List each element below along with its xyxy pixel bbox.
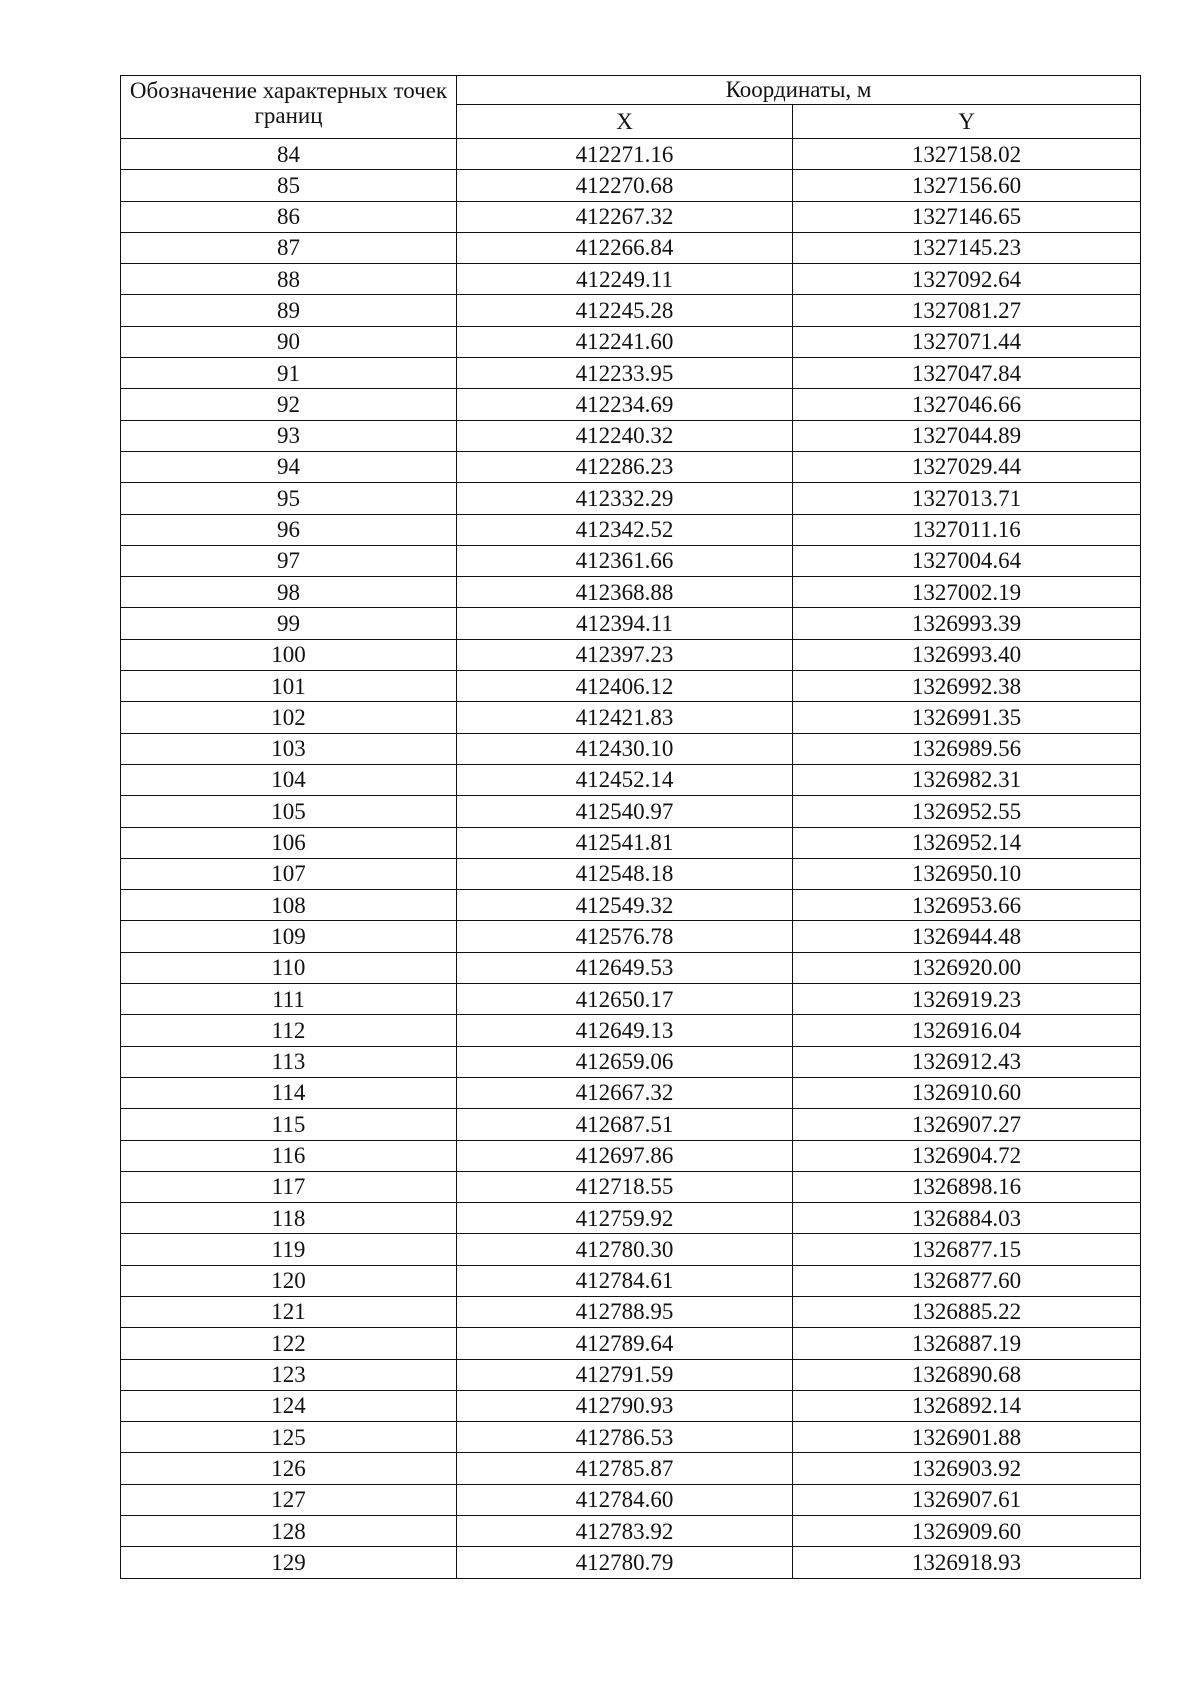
point-cell: 85: [121, 170, 457, 201]
table-row: [121, 796, 1141, 827]
y-coordinate-cell: 1326898.16: [793, 1171, 1141, 1202]
table-row: [121, 545, 1141, 576]
y-coordinate-cell: 1327156.60: [793, 170, 1141, 201]
y-coordinate-cell: 1326918.93: [793, 1547, 1141, 1578]
x-coordinate-cell: 412241.60: [457, 326, 793, 357]
point-cell: 127: [121, 1484, 457, 1515]
table-row: [121, 1077, 1141, 1108]
point-cell: 107: [121, 858, 457, 889]
y-coordinate-cell: 1326992.38: [793, 671, 1141, 702]
y-coordinate-cell: 1326953.66: [793, 890, 1141, 921]
point-cell: 115: [121, 1109, 457, 1140]
y-coordinate-cell: 1326916.04: [793, 1015, 1141, 1046]
x-coordinate-cell: 412784.60: [457, 1484, 793, 1515]
point-cell: 111: [121, 984, 457, 1015]
table-row: [121, 921, 1141, 952]
x-coordinate-cell: 412786.53: [457, 1422, 793, 1453]
point-cell: 117: [121, 1171, 457, 1202]
table-row: [121, 1516, 1141, 1547]
x-coordinate-cell: 412270.68: [457, 170, 793, 201]
x-coordinate-cell: 412368.88: [457, 577, 793, 608]
table-body: [121, 139, 1141, 1579]
point-cell: 95: [121, 483, 457, 514]
table-row: [121, 1171, 1141, 1202]
table-row: [121, 420, 1141, 451]
table-row: [121, 1109, 1141, 1140]
point-cell: 88: [121, 264, 457, 295]
point-cell: 101: [121, 671, 457, 702]
x-coordinate-cell: 412430.10: [457, 733, 793, 764]
y-coordinate-cell: 1327092.64: [793, 264, 1141, 295]
point-cell: 110: [121, 952, 457, 983]
x-coordinate-cell: 412540.97: [457, 796, 793, 827]
x-coordinate-cell: 412780.30: [457, 1234, 793, 1265]
table-row: [121, 952, 1141, 983]
point-cell: 98: [121, 577, 457, 608]
y-coordinate-cell: 1326952.14: [793, 827, 1141, 858]
y-coordinate-cell: 1327029.44: [793, 451, 1141, 482]
point-cell: 97: [121, 545, 457, 576]
table-row: [121, 170, 1141, 201]
table-row: [121, 1296, 1141, 1327]
y-column-header: Y: [793, 105, 1141, 139]
point-cell: 84: [121, 139, 457, 170]
y-coordinate-cell: 1327046.66: [793, 389, 1141, 420]
table-row: [121, 608, 1141, 639]
y-coordinate-cell: 1327145.23: [793, 232, 1141, 263]
x-coordinate-cell: 412549.32: [457, 890, 793, 921]
x-coordinate-cell: 412240.32: [457, 420, 793, 451]
table-row: [121, 1046, 1141, 1077]
x-coordinate-cell: 412548.18: [457, 858, 793, 889]
point-cell: 114: [121, 1077, 457, 1108]
table-row: [121, 858, 1141, 889]
table-row: [121, 1234, 1141, 1265]
y-coordinate-cell: 1327158.02: [793, 139, 1141, 170]
y-coordinate-cell: 1327011.16: [793, 514, 1141, 545]
table-row: [121, 139, 1141, 170]
table-row: [121, 577, 1141, 608]
point-cell: 100: [121, 639, 457, 670]
x-coordinate-cell: 412667.32: [457, 1077, 793, 1108]
x-column-header: X: [457, 105, 793, 139]
x-coordinate-cell: 412452.14: [457, 764, 793, 795]
point-cell: 102: [121, 702, 457, 733]
x-coordinate-cell: 412233.95: [457, 358, 793, 389]
x-coordinate-cell: 412271.16: [457, 139, 793, 170]
point-cell: 96: [121, 514, 457, 545]
x-coordinate-cell: 412245.28: [457, 295, 793, 326]
y-coordinate-cell: 1326887.19: [793, 1328, 1141, 1359]
y-coordinate-cell: 1326989.56: [793, 733, 1141, 764]
table-row: [121, 1484, 1141, 1515]
point-cell: 99: [121, 608, 457, 639]
x-coordinate-cell: 412780.79: [457, 1547, 793, 1578]
table-row: [121, 1453, 1141, 1484]
y-coordinate-cell: 1326944.48: [793, 921, 1141, 952]
y-coordinate-cell: 1326952.55: [793, 796, 1141, 827]
x-coordinate-cell: 412332.29: [457, 483, 793, 514]
y-coordinate-cell: 1327002.19: [793, 577, 1141, 608]
table-row: [121, 1422, 1141, 1453]
x-coordinate-cell: 412650.17: [457, 984, 793, 1015]
point-cell: 106: [121, 827, 457, 858]
table-row: [121, 984, 1141, 1015]
x-coordinate-cell: 412234.69: [457, 389, 793, 420]
point-column-header: Обозначение характерных точек границ: [121, 76, 457, 139]
x-coordinate-cell: 412361.66: [457, 545, 793, 576]
x-coordinate-cell: 412785.87: [457, 1453, 793, 1484]
point-cell: 118: [121, 1203, 457, 1234]
y-coordinate-cell: 1326877.15: [793, 1234, 1141, 1265]
y-coordinate-cell: 1326991.35: [793, 702, 1141, 733]
x-coordinate-cell: 412394.11: [457, 608, 793, 639]
point-cell: 122: [121, 1328, 457, 1359]
point-cell: 123: [121, 1359, 457, 1390]
table-row: [121, 201, 1141, 232]
x-coordinate-cell: 412718.55: [457, 1171, 793, 1202]
point-cell: 112: [121, 1015, 457, 1046]
point-cell: 119: [121, 1234, 457, 1265]
point-cell: 105: [121, 796, 457, 827]
y-coordinate-cell: 1326920.00: [793, 952, 1141, 983]
coordinates-header: Координаты, м: [457, 76, 1141, 105]
x-coordinate-cell: 412791.59: [457, 1359, 793, 1390]
point-cell: 91: [121, 358, 457, 389]
y-coordinate-cell: 1327044.89: [793, 420, 1141, 451]
x-coordinate-cell: 412342.52: [457, 514, 793, 545]
x-coordinate-cell: 412784.61: [457, 1265, 793, 1296]
y-coordinate-cell: 1326890.68: [793, 1359, 1141, 1390]
table-row: [121, 1328, 1141, 1359]
y-coordinate-cell: 1326912.43: [793, 1046, 1141, 1077]
table-row: [121, 483, 1141, 514]
point-cell: 87: [121, 232, 457, 263]
table-row: [121, 764, 1141, 795]
y-coordinate-cell: 1326901.88: [793, 1422, 1141, 1453]
table-row: [121, 1203, 1141, 1234]
x-coordinate-cell: 412421.83: [457, 702, 793, 733]
point-cell: 90: [121, 326, 457, 357]
table-row: [121, 827, 1141, 858]
x-coordinate-cell: 412541.81: [457, 827, 793, 858]
y-coordinate-cell: 1326982.31: [793, 764, 1141, 795]
table-row: [121, 389, 1141, 420]
table-row: [121, 326, 1141, 357]
y-coordinate-cell: 1326993.40: [793, 639, 1141, 670]
y-coordinate-cell: 1327081.27: [793, 295, 1141, 326]
table-row: [121, 1390, 1141, 1421]
table-row: [121, 1359, 1141, 1390]
x-coordinate-cell: 412397.23: [457, 639, 793, 670]
table-row: [121, 295, 1141, 326]
x-coordinate-cell: 412649.13: [457, 1015, 793, 1046]
point-cell: 126: [121, 1453, 457, 1484]
table-row: [121, 1547, 1141, 1578]
point-cell: 93: [121, 420, 457, 451]
point-cell: 120: [121, 1265, 457, 1296]
point-cell: 124: [121, 1390, 457, 1421]
y-coordinate-cell: 1326907.27: [793, 1109, 1141, 1140]
point-cell: 128: [121, 1516, 457, 1547]
y-coordinate-cell: 1326909.60: [793, 1516, 1141, 1547]
y-coordinate-cell: 1326993.39: [793, 608, 1141, 639]
point-cell: 103: [121, 733, 457, 764]
x-coordinate-cell: 412687.51: [457, 1109, 793, 1140]
point-cell: 108: [121, 890, 457, 921]
table-row: [121, 1265, 1141, 1296]
coordinates-table: [120, 75, 1141, 1579]
y-coordinate-cell: 1327047.84: [793, 358, 1141, 389]
point-cell: 86: [121, 201, 457, 232]
x-coordinate-cell: 412759.92: [457, 1203, 793, 1234]
point-cell: 129: [121, 1547, 457, 1578]
table-row: [121, 702, 1141, 733]
table-row: [121, 358, 1141, 389]
x-coordinate-cell: 412406.12: [457, 671, 793, 702]
x-coordinate-cell: 412286.23: [457, 451, 793, 482]
table-row: [121, 639, 1141, 670]
y-coordinate-cell: 1326919.23: [793, 984, 1141, 1015]
x-coordinate-cell: 412697.86: [457, 1140, 793, 1171]
y-coordinate-cell: 1326884.03: [793, 1203, 1141, 1234]
point-cell: 125: [121, 1422, 457, 1453]
point-cell: 94: [121, 451, 457, 482]
y-coordinate-cell: 1326950.10: [793, 858, 1141, 889]
y-coordinate-cell: 1326907.61: [793, 1484, 1141, 1515]
y-coordinate-cell: 1327013.71: [793, 483, 1141, 514]
point-cell: 121: [121, 1296, 457, 1327]
point-cell: 109: [121, 921, 457, 952]
x-coordinate-cell: 412783.92: [457, 1516, 793, 1547]
table-row: [121, 264, 1141, 295]
x-coordinate-cell: 412649.53: [457, 952, 793, 983]
x-coordinate-cell: 412576.78: [457, 921, 793, 952]
x-coordinate-cell: 412790.93: [457, 1390, 793, 1421]
point-cell: 92: [121, 389, 457, 420]
point-cell: 113: [121, 1046, 457, 1077]
point-cell: 89: [121, 295, 457, 326]
point-cell: 104: [121, 764, 457, 795]
x-coordinate-cell: 412266.84: [457, 232, 793, 263]
table-row: [121, 671, 1141, 702]
y-coordinate-cell: 1327071.44: [793, 326, 1141, 357]
table-row: [121, 1140, 1141, 1171]
x-coordinate-cell: 412249.11: [457, 264, 793, 295]
x-coordinate-cell: 412788.95: [457, 1296, 793, 1327]
table-row: [121, 451, 1141, 482]
table-row: [121, 1015, 1141, 1046]
point-cell: 116: [121, 1140, 457, 1171]
y-coordinate-cell: 1326910.60: [793, 1077, 1141, 1108]
y-coordinate-cell: 1326904.72: [793, 1140, 1141, 1171]
y-coordinate-cell: 1326903.92: [793, 1453, 1141, 1484]
x-coordinate-cell: 412659.06: [457, 1046, 793, 1077]
y-coordinate-cell: 1326885.22: [793, 1296, 1141, 1327]
table-row: [121, 514, 1141, 545]
table-header: [121, 76, 1141, 139]
table-row: [121, 733, 1141, 764]
y-coordinate-cell: 1326892.14: [793, 1390, 1141, 1421]
x-coordinate-cell: 412789.64: [457, 1328, 793, 1359]
table-row: [121, 232, 1141, 263]
y-coordinate-cell: 1326877.60: [793, 1265, 1141, 1296]
table-row: [121, 890, 1141, 921]
y-coordinate-cell: 1327146.65: [793, 201, 1141, 232]
x-coordinate-cell: 412267.32: [457, 201, 793, 232]
y-coordinate-cell: 1327004.64: [793, 545, 1141, 576]
